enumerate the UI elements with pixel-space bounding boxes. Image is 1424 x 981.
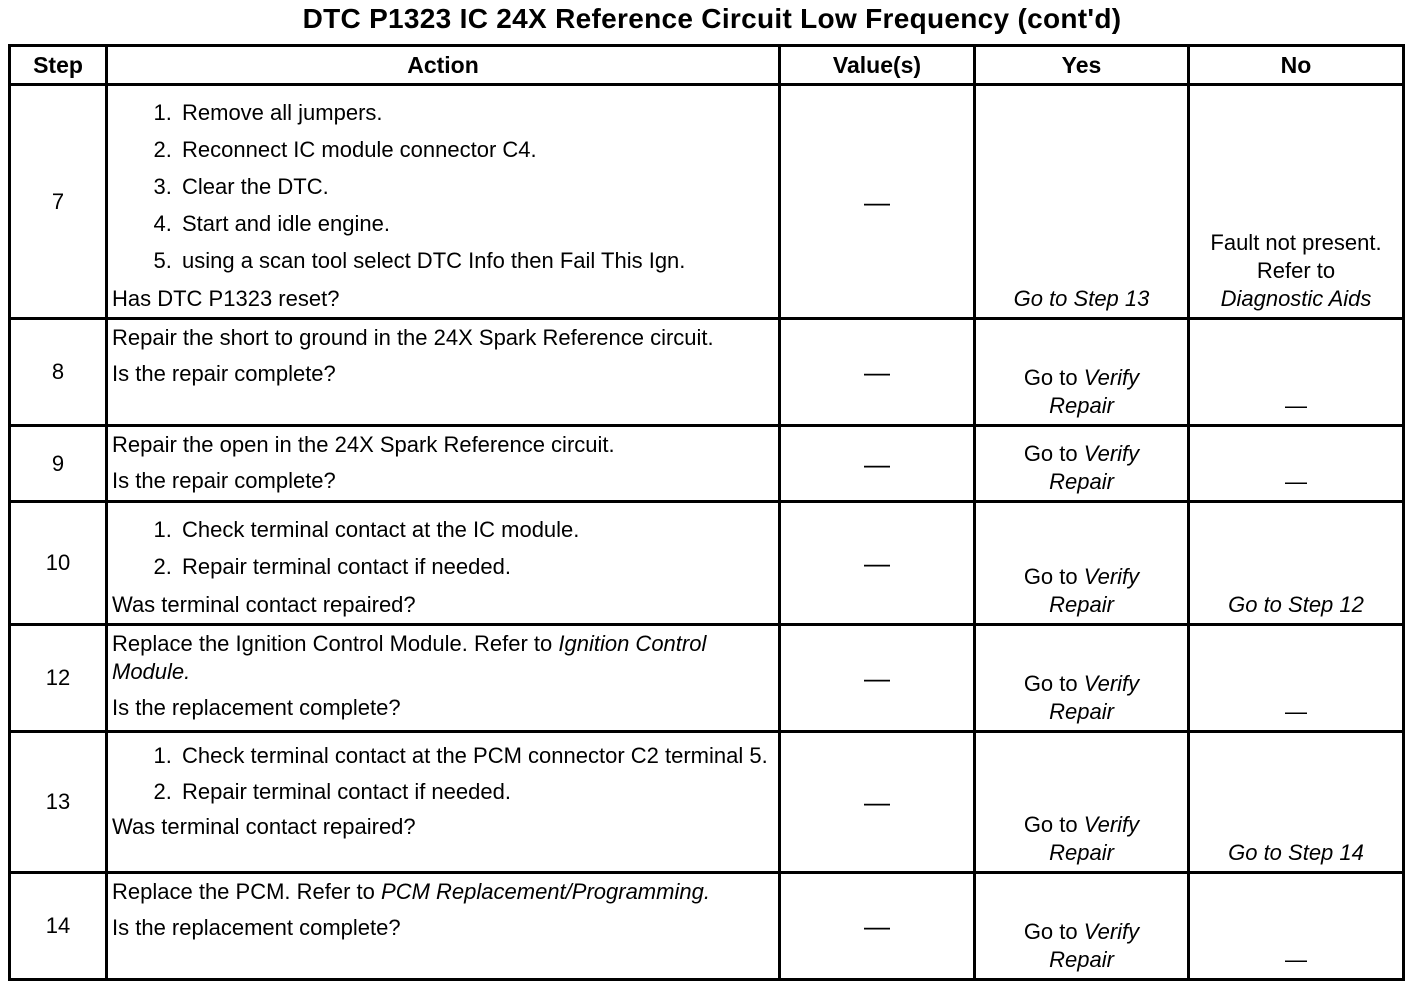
- list-item: 2. Repair terminal contact if needed.: [178, 548, 776, 585]
- yes-link[interactable]: Verify: [1083, 919, 1140, 944]
- yes-cell: [975, 426, 1189, 502]
- diagnostic-table: [8, 44, 1405, 981]
- action-question: Is the repair complete?: [112, 361, 336, 386]
- action-steps-list: [112, 94, 776, 279]
- value-cell: —: [780, 426, 975, 502]
- yes-link[interactable]: Repair: [1049, 393, 1114, 418]
- action-cell: [107, 873, 780, 980]
- step-number: 7: [10, 85, 107, 319]
- yes-prefix: Go to: [1023, 812, 1078, 837]
- yes-cell: [975, 319, 1189, 426]
- action-cell: [107, 319, 780, 426]
- value-cell: —: [780, 319, 975, 426]
- header-row: [10, 46, 1404, 85]
- step-number: 9: [10, 426, 107, 502]
- table-row: [10, 85, 1404, 319]
- table-row: [10, 625, 1404, 732]
- action-steps-list: [112, 741, 776, 807]
- header-no: No: [1189, 46, 1404, 85]
- action-question: Is the replacement complete?: [112, 695, 401, 720]
- action-text-plain: Replace the Ignition Control Module. Refer to: [112, 631, 553, 656]
- list-item: 5. using a scan tool select DTC Info then Fail This Ign.: [178, 242, 776, 279]
- action-cell: [107, 732, 780, 873]
- yes-link[interactable]: Verify: [1083, 812, 1140, 837]
- header-yes: Yes: [975, 46, 1189, 85]
- yes-cell: [975, 732, 1189, 873]
- yes-link[interactable]: Verify: [1083, 671, 1140, 696]
- value-cell: —: [780, 502, 975, 625]
- no-link[interactable]: Go to Step 14: [1228, 840, 1364, 865]
- table-row: [10, 319, 1404, 426]
- yes-link[interactable]: Repair: [1049, 592, 1114, 617]
- table-row: [10, 426, 1404, 502]
- yes-prefix: Go to: [1023, 919, 1078, 944]
- list-item: 1. Check terminal contact at the IC module.: [178, 511, 776, 548]
- yes-cell: [975, 502, 1189, 625]
- no-cell: —: [1189, 426, 1404, 502]
- no-text-line: Fault not present.: [1210, 230, 1382, 255]
- yes-link[interactable]: Go to Step 13: [1013, 286, 1150, 311]
- action-text: Repair the open in the 24X Spark Reference circuit.: [112, 432, 615, 457]
- step-number: 8: [10, 319, 107, 426]
- yes-link[interactable]: Verify: [1083, 441, 1140, 466]
- value-cell: —: [780, 873, 975, 980]
- yes-prefix: Go to: [1023, 441, 1078, 466]
- action-text-plain: Replace the PCM. Refer to: [112, 879, 375, 904]
- yes-cell: [975, 873, 1189, 980]
- header-values: Value(s): [780, 46, 975, 85]
- list-item: 2. Repair terminal contact if needed.: [178, 777, 776, 807]
- list-item: 1. Check terminal contact at the PCM connector C2 terminal 5.: [178, 741, 776, 771]
- no-cell: —: [1189, 319, 1404, 426]
- action-cell: [107, 85, 780, 319]
- action-steps-list: [112, 511, 776, 585]
- no-text-line: Refer to: [1256, 258, 1336, 283]
- page-title: DTC P1323 IC 24X Reference Circuit Low Frequency (cont'd): [302, 3, 1122, 34]
- step-number: 10: [10, 502, 107, 625]
- action-cell: [107, 426, 780, 502]
- no-link[interactable]: Diagnostic Aids: [1220, 286, 1372, 311]
- yes-link[interactable]: Verify: [1083, 365, 1140, 390]
- step-number: 12: [10, 625, 107, 732]
- yes-cell: [975, 85, 1189, 319]
- yes-link[interactable]: Repair: [1049, 699, 1114, 724]
- action-question: Is the replacement complete?: [112, 915, 401, 940]
- value-cell: —: [780, 732, 975, 873]
- action-question: Is the repair complete?: [112, 468, 336, 493]
- header-action: Action: [107, 46, 780, 85]
- yes-link[interactable]: Repair: [1049, 947, 1114, 972]
- yes-prefix: Go to: [1023, 671, 1078, 696]
- no-cell: —: [1189, 625, 1404, 732]
- yes-link[interactable]: Repair: [1049, 469, 1114, 494]
- reference-link[interactable]: PCM Replacement/Programming.: [381, 879, 710, 904]
- no-cell: —: [1189, 873, 1404, 980]
- value-cell: —: [780, 85, 975, 319]
- no-link[interactable]: Go to Step 12: [1228, 592, 1364, 617]
- table-row: [10, 873, 1404, 980]
- yes-link[interactable]: Verify: [1083, 564, 1140, 589]
- yes-prefix: Go to: [1023, 365, 1078, 390]
- action-cell: [107, 502, 780, 625]
- no-cell: [1189, 502, 1404, 625]
- yes-link[interactable]: Repair: [1049, 840, 1114, 865]
- action-cell: [107, 625, 780, 732]
- table-row: [10, 502, 1404, 625]
- action-question: Was terminal contact repaired?: [112, 592, 416, 617]
- step-number: 13: [10, 732, 107, 873]
- list-item: 1. Remove all jumpers.: [178, 94, 776, 131]
- action-question: Was terminal contact repaired?: [112, 814, 416, 839]
- list-item: 3. Clear the DTC.: [178, 168, 776, 205]
- action-text: Repair the short to ground in the 24X Spark Reference circuit.: [112, 325, 714, 350]
- list-item: 4. Start and idle engine.: [178, 205, 776, 242]
- yes-cell: [975, 625, 1189, 732]
- action-text: [112, 630, 776, 686]
- header-step: Step: [10, 46, 107, 85]
- table-row: [10, 732, 1404, 873]
- action-question: Has DTC P1323 reset?: [112, 286, 340, 311]
- value-cell: —: [780, 625, 975, 732]
- step-number: 14: [10, 873, 107, 980]
- list-item: 2. Reconnect IC module connector C4.: [178, 131, 776, 168]
- no-cell: [1189, 85, 1404, 319]
- yes-prefix: Go to: [1023, 564, 1078, 589]
- no-cell: [1189, 732, 1404, 873]
- action-text: [112, 878, 776, 906]
- reference-link[interactable]: Ignition Control Module.: [112, 631, 707, 684]
